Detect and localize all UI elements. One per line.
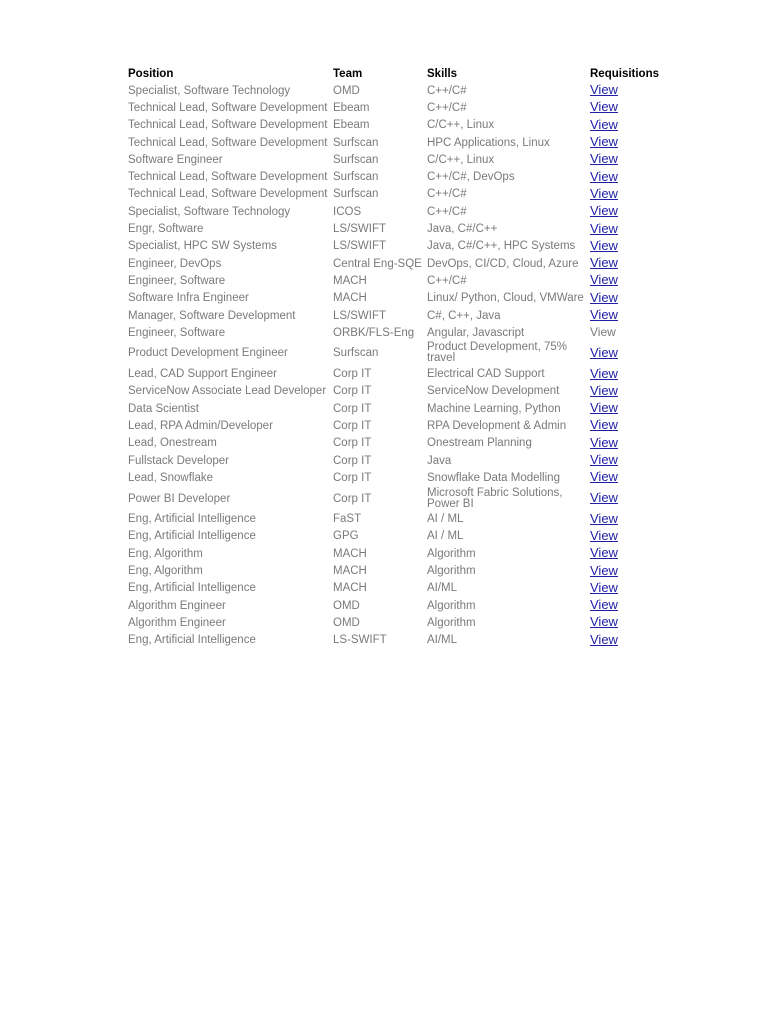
skills-cell: Onestream Planning (427, 437, 532, 450)
skills-cell: DevOps, CI/CD, Cloud, Azure (427, 257, 579, 270)
view-requisition-link[interactable]: View (590, 365, 618, 381)
table-row (128, 272, 663, 289)
skills-cell: Algorithm (427, 547, 476, 560)
requisitions-cell (590, 469, 663, 486)
table-row (128, 99, 663, 116)
requisitions-cell (590, 417, 663, 434)
skills-cell: C++/C# (427, 188, 467, 201)
skills-cell: C++/C# (427, 205, 467, 218)
table-row (128, 307, 663, 324)
requisitions-cell (590, 580, 663, 597)
table-row (128, 562, 663, 579)
position-cell: Eng, Artificial Intelligence (128, 513, 256, 526)
requisitions-cell (590, 238, 663, 255)
table-header-row (128, 65, 663, 82)
position-cell: Specialist, Software Technology (128, 205, 291, 218)
requisitions-cell (590, 272, 663, 289)
skills-cell: Java (427, 454, 452, 467)
view-requisition-link[interactable]: View (590, 203, 618, 219)
requisitions-cell (590, 186, 663, 203)
view-requisition-link[interactable]: View (590, 452, 618, 468)
requisitions-cell (590, 511, 663, 528)
position-cell: Eng, Artificial Intelligence (128, 582, 256, 595)
table-row (128, 134, 663, 151)
team-cell: LS/SWIFT (333, 223, 387, 236)
team-cell: Surfscan (333, 171, 379, 184)
table-row (128, 117, 663, 134)
skills-cell: ServiceNow Development (427, 385, 560, 398)
table-row (128, 487, 663, 511)
table-row (128, 469, 663, 486)
table-row (128, 168, 663, 185)
team-cell: Surfscan (333, 347, 379, 360)
team-cell: Central Eng-SQE (333, 257, 422, 270)
skills-cell: Java, C#/C++ (427, 223, 498, 236)
team-cell: OMD (333, 599, 360, 612)
view-requisition-link[interactable]: View (590, 151, 618, 167)
view-requisition-link[interactable]: View (590, 82, 618, 98)
requisitions-cell (590, 203, 663, 220)
table-row (128, 383, 663, 400)
skills-cell: Machine Learning, Python (427, 402, 561, 415)
view-requisition-link[interactable]: View (590, 400, 618, 416)
team-cell: MACH (333, 292, 367, 305)
requisitions-cell (590, 324, 663, 341)
table-body (128, 82, 663, 649)
team-cell: Corp IT (333, 402, 372, 415)
table-row (128, 238, 663, 255)
position-cell: Eng, Algorithm (128, 547, 203, 560)
view-requisition-link[interactable]: View (590, 469, 618, 485)
view-requisition-link[interactable]: View (590, 289, 618, 305)
table-row (128, 151, 663, 168)
requisitions-cell (590, 562, 663, 579)
view-requisition-link[interactable]: View (590, 185, 618, 201)
position-cell: Technical Lead, Software Development (128, 101, 328, 114)
position-cell: Software Infra Engineer (128, 292, 249, 305)
view-requisition-text: View (590, 325, 616, 340)
team-cell: Corp IT (333, 368, 372, 381)
skills-cell: C#, C++, Java (427, 309, 501, 322)
position-cell: Lead, RPA Admin/Developer (128, 419, 273, 432)
skills-cell: C++/C#, DevOps (427, 171, 515, 184)
position-cell: Technical Lead, Software Development (128, 119, 328, 132)
job-openings-table (128, 65, 663, 649)
table-row (128, 290, 663, 307)
skills-cell: Angular, Javascript (427, 326, 525, 339)
position-cell: Product Development Engineer (128, 347, 288, 360)
position-cell: Manager, Software Development (128, 309, 296, 322)
header-position: Position (128, 67, 174, 80)
skills-cell: Java, C#/C++, HPC Systems (427, 240, 576, 253)
table-row (128, 528, 663, 545)
table-row (128, 400, 663, 417)
position-cell: Data Scientist (128, 402, 199, 415)
view-requisition-link[interactable]: View (590, 382, 618, 398)
position-cell: Lead, Snowflake (128, 471, 214, 484)
team-cell: OMD (333, 84, 360, 97)
requisitions-cell (590, 168, 663, 185)
team-cell: Ebeam (333, 119, 370, 132)
view-requisition-link[interactable]: View (590, 116, 618, 132)
requisitions-cell (590, 487, 663, 511)
position-cell: Engineer, DevOps (128, 257, 222, 270)
table-row (128, 614, 663, 631)
position-cell: Fullstack Developer (128, 454, 229, 467)
requisitions-cell (590, 452, 663, 469)
position-cell: Eng, Artificial Intelligence (128, 634, 256, 647)
requisitions-cell (590, 383, 663, 400)
position-cell: Algorithm Engineer (128, 599, 226, 612)
position-cell: Power BI Developer (128, 492, 231, 505)
requisitions-cell (590, 99, 663, 116)
team-cell: Corp IT (333, 419, 372, 432)
requisitions-cell (590, 134, 663, 151)
view-requisition-link[interactable]: View (590, 562, 618, 578)
skills-cell: C++/C# (427, 101, 467, 114)
skills-cell: Product Development, 75% travel (427, 341, 567, 365)
team-cell: ICOS (333, 205, 362, 218)
position-cell: Engr, Software (128, 223, 204, 236)
team-cell: OMD (333, 616, 360, 629)
team-cell: Surfscan (333, 188, 379, 201)
skills-cell: C/C++, Linux (427, 119, 495, 132)
table-row (128, 545, 663, 562)
view-requisition-link[interactable]: View (590, 272, 618, 288)
skills-cell: Electrical CAD Support (427, 368, 545, 381)
view-requisition-link[interactable]: View (590, 434, 618, 450)
skills-cell: AI/ML (427, 634, 458, 647)
position-cell: Engineer, Software (128, 326, 226, 339)
position-cell: Technical Lead, Software Development (128, 188, 328, 201)
skills-cell: C/C++, Linux (427, 153, 495, 166)
view-requisition-link[interactable]: View (590, 134, 618, 150)
requisitions-cell (590, 545, 663, 562)
team-cell: LS/SWIFT (333, 309, 387, 322)
position-cell: Algorithm Engineer (128, 616, 226, 629)
view-requisition-link[interactable]: View (590, 307, 618, 322)
table-row (128, 186, 663, 203)
team-cell: MACH (333, 547, 367, 560)
view-requisition-link[interactable]: View (590, 255, 618, 271)
table-row (128, 220, 663, 237)
table-row (128, 324, 663, 341)
table-row (128, 255, 663, 272)
table-row (128, 597, 663, 614)
position-cell: Eng, Algorithm (128, 565, 203, 578)
view-requisition-link[interactable]: View (590, 527, 618, 543)
view-requisition-link[interactable]: View (590, 631, 618, 647)
header-team: Team (333, 67, 363, 80)
view-requisition-link[interactable]: View (590, 579, 618, 595)
team-cell: Corp IT (333, 471, 372, 484)
requisitions-cell (590, 528, 663, 545)
position-cell: Lead, CAD Support Engineer (128, 368, 277, 381)
position-cell: Lead, Onestream (128, 437, 217, 450)
view-requisition-link[interactable]: View (590, 237, 618, 253)
view-requisition-link[interactable]: View (590, 614, 618, 630)
team-cell: Corp IT (333, 437, 372, 450)
requisitions-cell (590, 614, 663, 631)
skills-cell: C++/C# (427, 274, 467, 287)
requisitions-cell (590, 290, 663, 307)
team-cell: Corp IT (333, 454, 372, 467)
team-cell: FaST (333, 513, 362, 526)
view-requisition-link[interactable]: View (590, 490, 618, 506)
team-cell: MACH (333, 582, 367, 595)
team-cell: LS/SWIFT (333, 240, 387, 253)
requisitions-cell (590, 400, 663, 417)
skills-cell: AI / ML (427, 513, 464, 526)
team-cell: Corp IT (333, 492, 372, 505)
team-cell: ORBK/FLS-Eng (333, 326, 415, 339)
skills-cell: Linux/ Python, Cloud, VMWare (427, 292, 584, 305)
team-cell: Surfscan (333, 136, 379, 149)
team-cell: MACH (333, 274, 367, 287)
position-cell: Technical Lead, Software Development (128, 136, 328, 149)
view-requisition-link[interactable]: View (590, 99, 618, 115)
position-cell: Software Engineer (128, 153, 223, 166)
table-row (128, 417, 663, 434)
view-requisition-link[interactable]: View (590, 597, 618, 613)
position-cell: Eng, Artificial Intelligence (128, 530, 256, 543)
requisitions-cell (590, 365, 663, 382)
team-cell: MACH (333, 565, 367, 578)
requisitions-cell (590, 151, 663, 168)
skills-cell: AI/ML (427, 582, 458, 595)
skills-cell: RPA Development & Admin (427, 419, 567, 432)
view-requisition-link[interactable]: View (590, 344, 618, 360)
table-row (128, 341, 663, 365)
skills-cell: AI / ML (427, 530, 464, 543)
skills-cell: Snowflake Data Modelling (427, 471, 560, 484)
view-requisition-link[interactable]: View (590, 220, 618, 236)
table-row (128, 452, 663, 469)
table-row (128, 365, 663, 382)
table-row (128, 580, 663, 597)
team-cell: Ebeam (333, 101, 370, 114)
requisitions-cell (590, 255, 663, 272)
table-row (128, 82, 663, 99)
requisitions-cell (590, 117, 663, 134)
table-row (128, 632, 663, 649)
requisitions-cell (590, 632, 663, 649)
view-requisition-link[interactable]: View (590, 417, 618, 433)
skills-cell: Algorithm (427, 616, 476, 629)
requisitions-cell (590, 341, 663, 365)
skills-cell: Algorithm (427, 599, 476, 612)
table-row (128, 511, 663, 528)
skills-cell: C++/C# (427, 84, 467, 97)
requisitions-cell (590, 220, 663, 237)
team-cell: GPG (333, 530, 359, 543)
table-row (128, 435, 663, 452)
position-cell: Engineer, Software (128, 274, 226, 287)
requisitions-cell (590, 307, 663, 324)
requisitions-cell (590, 597, 663, 614)
view-requisition-link[interactable]: View (590, 168, 618, 184)
view-requisition-link[interactable]: View (590, 545, 618, 561)
table-row (128, 203, 663, 220)
skills-cell: Algorithm (427, 565, 476, 578)
position-cell: ServiceNow Associate Lead Developer (128, 385, 327, 398)
skills-cell: Microsoft Fabric Solutions, Power BI (427, 486, 563, 510)
header-skills: Skills (427, 67, 458, 80)
skills-cell: HPC Applications, Linux (427, 136, 550, 149)
position-cell: Technical Lead, Software Development (128, 171, 328, 184)
team-cell: Surfscan (333, 153, 379, 166)
requisitions-cell (590, 435, 663, 452)
header-requisitions: Requisitions (590, 67, 660, 80)
position-cell: Specialist, Software Technology (128, 84, 291, 97)
team-cell: Corp IT (333, 385, 372, 398)
team-cell: LS-SWIFT (333, 634, 387, 647)
position-cell: Specialist, HPC SW Systems (128, 240, 277, 253)
requisitions-cell (590, 82, 663, 99)
view-requisition-link[interactable]: View (590, 510, 618, 526)
